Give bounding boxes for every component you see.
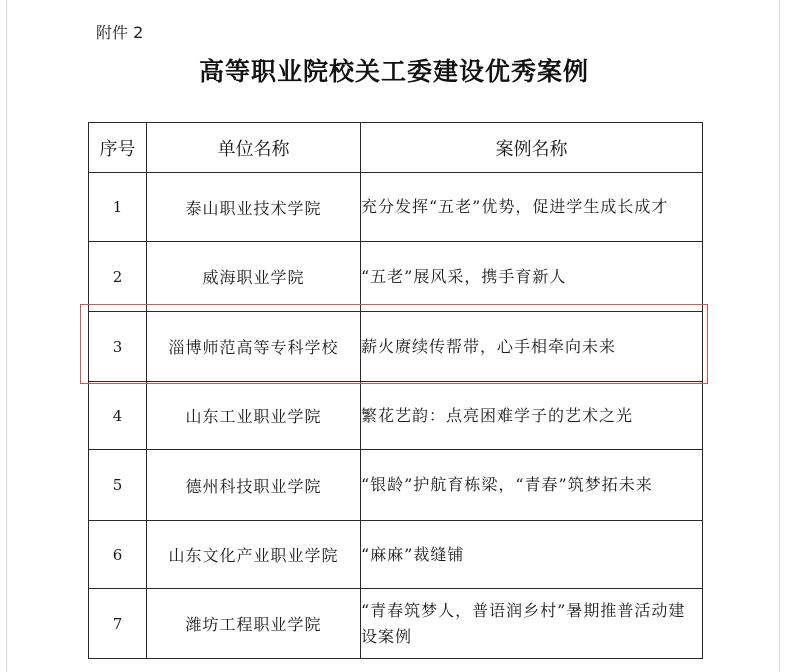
case-table	[88, 122, 703, 659]
unit-name: 山东文化产业职业学院	[147, 521, 361, 589]
row-number: 1	[89, 173, 147, 242]
page-left-edge	[6, 0, 7, 672]
unit-name: 泰山职业技术学院	[147, 173, 361, 242]
case-name: 繁花艺韵：点亮困难学子的艺术之光	[361, 382, 703, 450]
table-row	[89, 521, 703, 589]
table-row	[89, 242, 703, 312]
unit-name: 威海职业学院	[147, 242, 361, 312]
page-title: 高等职业院校关工委建设优秀案例	[198, 57, 589, 86]
case-name: 薪火赓续传帮带，心手相牵向未来	[361, 312, 703, 382]
row-number: 2	[89, 242, 147, 312]
case-name: “五老”展风采，携手育新人	[361, 242, 703, 312]
page-right-edge	[779, 0, 780, 672]
column-header-case: 案例名称	[361, 123, 703, 173]
attachment-label: 附件 2	[96, 23, 144, 42]
row-number: 4	[89, 382, 147, 450]
row-number: 7	[89, 589, 147, 659]
table-row	[89, 589, 703, 659]
case-name: “银龄”护航育栋梁，“青春”筑梦拓未来	[361, 450, 703, 521]
case-name: “麻麻”裁缝铺	[361, 521, 703, 589]
table-row	[89, 312, 703, 382]
table-header-row	[89, 123, 703, 173]
row-number: 3	[89, 312, 147, 382]
table-row	[89, 173, 703, 242]
unit-name: 德州科技职业学院	[147, 450, 361, 521]
case-name: “青春筑梦人，普语润乡村”暑期推普活动建设案例	[361, 589, 703, 659]
row-number: 6	[89, 521, 147, 589]
column-header-no: 序号	[89, 123, 147, 173]
column-header-unit: 单位名称	[147, 123, 361, 173]
table-row	[89, 450, 703, 521]
unit-name: 淄博师范高等专科学校	[147, 312, 361, 382]
row-number: 5	[89, 450, 147, 521]
table-row	[89, 382, 703, 450]
case-name: 充分发挥“五老”优势，促进学生成长成才	[361, 173, 703, 242]
unit-name: 潍坊工程职业学院	[147, 589, 361, 659]
unit-name: 山东工业职业学院	[147, 382, 361, 450]
